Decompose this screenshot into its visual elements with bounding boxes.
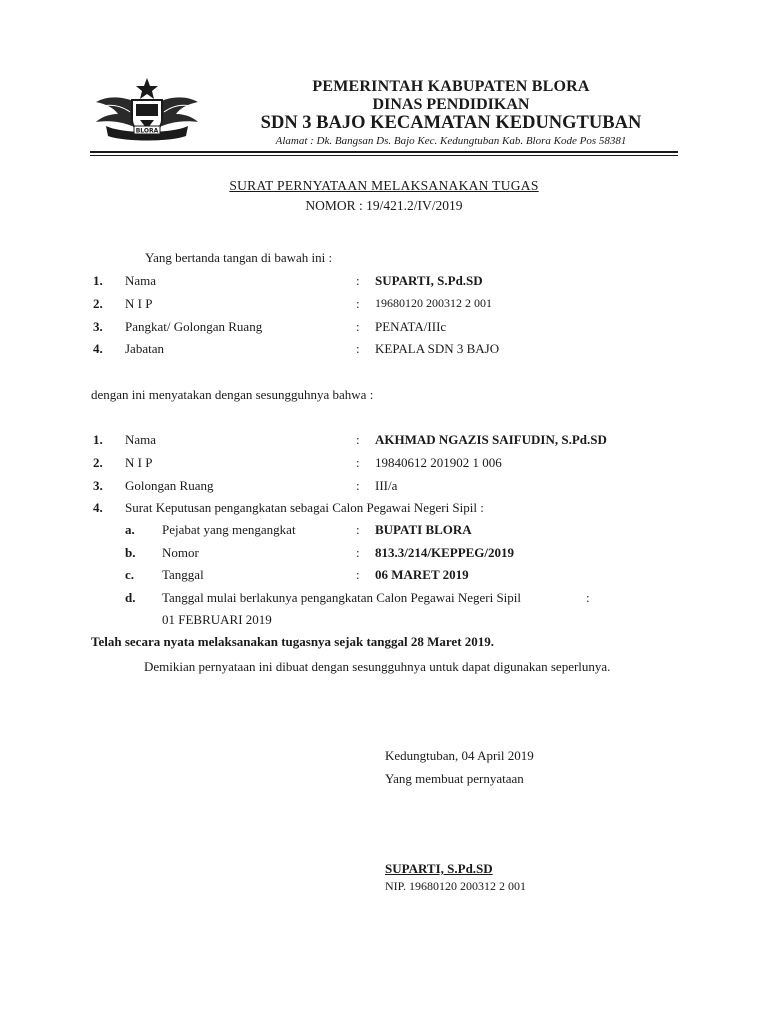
colon: : [356, 455, 360, 470]
signature-nip: NIP. 19680120 200312 2 001 [385, 879, 527, 893]
colon: : [356, 341, 360, 356]
logo-label: BLORA [135, 127, 159, 135]
decree-item-letter: b. [125, 545, 136, 560]
closing-paragraph: Demikian pernyataan ini dibuat dengan sesungguhnya untuk dapat digunakan seperlunya. [144, 659, 611, 674]
signer-value-name: SUPARTI, S.Pd.SD [375, 273, 483, 288]
signer-value-position: KEPALA SDN 3 BAJO [375, 341, 500, 356]
signer-label-position: Jabatan [125, 341, 164, 356]
decree-item-letter: a. [125, 522, 135, 537]
decree-label-number: Nomor [162, 545, 199, 560]
signer-label-rank: Pangkat/ Golongan Ruang [125, 319, 263, 334]
decree-value-effective: 01 FEBRUARI 2019 [162, 612, 272, 627]
signer-row-number: 4. [93, 341, 103, 356]
signer-row-number: 1. [93, 273, 103, 288]
colon: : [356, 296, 360, 311]
signature-place-date: Kedungtuban, 04 April 2019 [385, 748, 534, 763]
decree-value-official: BUPATI BLORA [375, 522, 472, 537]
decree-label: Surat Keputusan pengangkatan sebagai Calon Pegawai Negeri Sipil : [125, 500, 484, 515]
decree-label-date: Tanggal [162, 567, 204, 582]
signer-value-nip: 19680120 200312 2 001 [375, 296, 492, 310]
signature-name: SUPARTI, S.Pd.SD [385, 861, 493, 876]
subject-row-number: 3. [93, 478, 103, 493]
blora-regency-emblem [92, 76, 202, 142]
letterhead-divider-thick [90, 151, 678, 153]
subject-row-number: 1. [93, 432, 103, 447]
decree-item-letter: c. [125, 567, 135, 582]
colon: : [586, 590, 590, 605]
colon: : [356, 273, 360, 288]
document-number: NOMOR : 19/421.2/IV/2019 [305, 198, 463, 213]
subject-value-name: AKHMAD NGAZIS SAIFUDIN, S.Pd.SD [375, 432, 607, 447]
colon: : [356, 319, 360, 334]
decree-label-official: Pejabat yang mengangkat [162, 522, 296, 537]
colon: : [356, 545, 360, 560]
signer-label-nip: N I P [125, 296, 153, 311]
colon: : [356, 567, 360, 582]
colon: : [356, 522, 360, 537]
signer-row-number: 2. [93, 296, 103, 311]
document-title: SURAT PERNYATAAN MELAKSANAKAN TUGAS [229, 178, 539, 193]
signature-role: Yang membuat pernyataan [385, 771, 524, 786]
colon: : [356, 478, 360, 493]
decree-item-letter: d. [125, 590, 136, 605]
letterhead-government: PEMERINTAH KABUPATEN BLORA [312, 78, 590, 95]
signer-label-name: Nama [125, 273, 157, 288]
subject-label-name: Nama [125, 432, 157, 447]
colon: : [356, 432, 360, 447]
subject-label-nip: N I P [125, 455, 153, 470]
signer-row-number: 3. [93, 319, 103, 334]
subject-label-grade: Golongan Ruang [125, 478, 214, 493]
subject-value-grade: III/a [375, 478, 398, 493]
subject-row-number: 2. [93, 455, 103, 470]
letterhead-agency: DINAS PENDIDIKAN [372, 96, 530, 113]
subject-value-nip: 19840612 201902 1 006 [375, 455, 502, 470]
signer-value-rank: PENATA/IIIc [375, 319, 447, 334]
letterhead-address: Alamat : Dk. Bangsan Ds. Bajo Kec. Kedungtuban Kab. Blora Kode Pos 58381 [275, 135, 627, 147]
intro-text: Yang bertanda tangan di bawah ini : [145, 250, 333, 265]
decree-label-effective: Tanggal mulai berlakunya pengangkatan Calon Pegawai Negeri Sipil [162, 590, 522, 605]
letterhead-school: SDN 3 BAJO KECAMATAN KEDUNGTUBAN [260, 113, 642, 133]
letterhead-divider-thin [90, 155, 678, 156]
subject-row-number: 4. [93, 500, 103, 515]
fact-statement: Telah secara nyata melaksanakan tugasnya sejak tanggal 28 Maret 2019. [91, 634, 495, 649]
decree-value-number: 813.3/214/KEPPEG/2019 [375, 545, 515, 560]
statement-text: dengan ini menyatakan dengan sesungguhnya bahwa : [91, 387, 374, 402]
decree-value-date: 06 MARET 2019 [375, 567, 469, 582]
